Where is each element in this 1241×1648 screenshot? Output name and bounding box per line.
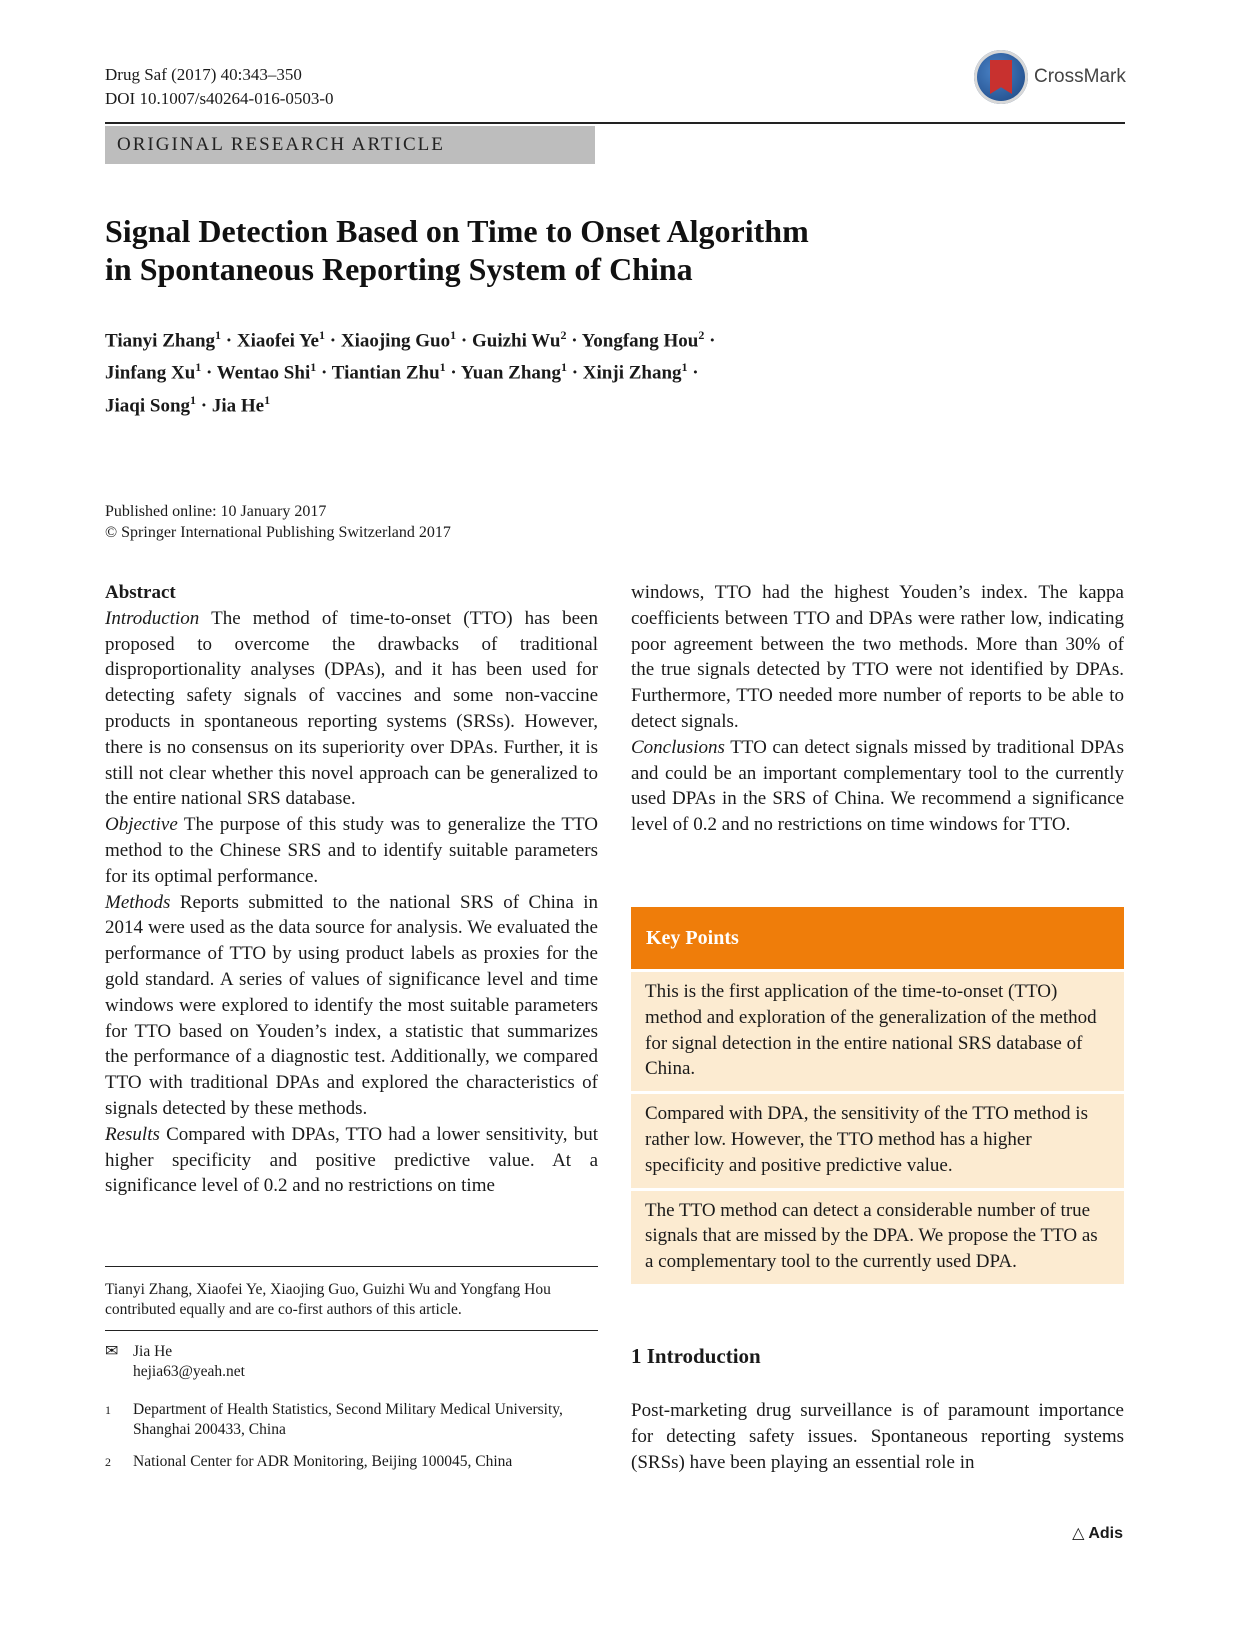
title-line-2: in Spontaneous Reporting System of China [105, 251, 693, 287]
abstract-conclusions: Conclusions TTO can detect signals missed by traditional DPAs and could be an important complementary tool to the currently used DPAs in the SRS of China. We recommend a significance level of 0.2 and no restrictions on time windows for TTO. [631, 736, 1124, 836]
publisher-logo [1072, 1523, 1123, 1543]
article-type-badge: ORIGINAL RESEARCH ARTICLE [105, 126, 595, 164]
crossmark-badge[interactable] [974, 50, 1126, 104]
crossmark-label: CrossMark [1034, 66, 1126, 87]
header-rule [105, 122, 1125, 124]
publication-info [105, 501, 451, 543]
crossmark-icon [974, 50, 1028, 104]
author-name[interactable]: Yuan Zhang [460, 362, 561, 384]
journal-citation: Drug Saf (2017) 40:343–350 [105, 65, 302, 84]
author-name[interactable]: Tiantian Zhu [331, 362, 440, 384]
abstract-results-continued: windows, TTO had the highest Youden’s index. The kappa coefficients between TTO and DPAs were rather low, indicating poor agreement between the two methods. More than 30% of the true signals detected by TTO were not identified by DPAs. Furthermore, TTO needed more number of reports to be able to detect signals. [631, 582, 1124, 732]
adis-triangle-icon: △ [1072, 1525, 1085, 1542]
abstract-right-column [631, 580, 1124, 838]
title-line-1: Signal Detection Based on Time to Onset Algorithm [105, 213, 809, 249]
copyright: © Springer International Publishing Switzerland 2017 [105, 524, 451, 541]
article-title [105, 212, 1005, 288]
abstract-introduction: Introduction The method of time-to-onset (TTO) has been proposed to overcome the drawbacks of traditional disproportionality analyses (DPAs), and it has been used for detecting safety signals of vaccines and some non-vaccine products in spontaneous reporting systems (SRSs). However, there is no consensus on its superiority over DPAs. Further, it is still not clear whether this novel approach can be generalized to the entire national SRS database. [105, 607, 598, 810]
published-date: Published online: 10 January 2017 [105, 503, 327, 520]
footnote-rule [105, 1266, 598, 1267]
key-points-heading: Key Points [631, 907, 1124, 969]
author-name[interactable]: Xiaojing Guo [340, 330, 451, 352]
affiliation-2: 2 National Center for ADR Monitoring, Beijing 100045, China [105, 1453, 513, 1470]
author-name[interactable]: Guizhi Wu [471, 330, 561, 352]
footnote-rule-2 [105, 1330, 598, 1331]
doi[interactable]: DOI 10.1007/s40264-016-0503-0 [105, 89, 334, 108]
correspondent-email[interactable]: hejia63@yeah.net [133, 1363, 245, 1380]
author-name[interactable]: Wentao Shi [216, 362, 311, 384]
publisher-name: Adis [1088, 1525, 1123, 1542]
key-point-item: This is the first application of the time-to-onset (TTO) method and exploration of the generalization of the method for signal detection in the entire national SRS database of China. [631, 969, 1124, 1091]
section-heading-introduction: 1 Introduction [631, 1344, 761, 1368]
abstract-methods: Methods Reports submitted to the national SRS of China in 2014 were used as the data source for analysis. We evaluated the performance of TTO by using product labels as proxies for the gold standard. A series of values of significance level and time windows were explored to identify the most suitable parameters for TTO based on Youden’s index, a statistic that summarizes the performance of a diagnostic test. Additionally, we compared TTO with traditional DPAs and explored the characteristics of signals detected by these methods. [105, 891, 598, 1119]
introduction-text: Post-marketing drug surveillance is of paramount importance for detecting safety issues. Spontaneous reporting systems (SRSs) have been playing an essential role in [631, 1400, 1124, 1473]
abstract-left-column [105, 580, 598, 1199]
author-name[interactable]: Jia He [211, 394, 265, 416]
author-name[interactable]: Yongfang Hou [581, 330, 699, 352]
abstract-objective: Objective The purpose of this study was to generalize the TTO method to the Chinese SRS and to identify suitable parameters for its optimal performance. [105, 814, 598, 887]
correspondence [105, 1342, 598, 1382]
envelope-icon: ✉ [105, 1343, 119, 1360]
abstract-heading: Abstract [105, 582, 176, 603]
author-name[interactable]: Jiaqi Song [105, 394, 191, 416]
author-name[interactable]: Xiaofei Ye [236, 330, 319, 352]
cofirst-note: Tianyi Zhang, Xiaofei Ye, Xiaojing Guo, Guizhi Wu and Yongfang Hou contributed equally and are co-first authors of this article. [105, 1281, 551, 1318]
key-point-item: Compared with DPA, the sensitivity of the TTO method is rather low. However, the TTO method has a higher specificity and positive predictive value. [631, 1091, 1124, 1187]
author-name[interactable]: Xinji Zhang [582, 362, 682, 384]
author-name[interactable]: Tianyi Zhang [105, 330, 216, 352]
author-list: Tianyi Zhang$^1$ · Xiaofei $Ye^1$ · Xiaojing Guo$^1$ · Guizhi $Wu^2$ · Yongfang Hou$^2$ · Jinfang $Xu^1$ · Wentao Shi$^1$ · Tiantian Zhu$^1$ · Yuan Zhang$^1$ · Xinji Zhang$^1$ · Jiaqi Song$^1$ · Jia He$^1$ [105, 328, 716, 416]
affiliation-1: 1 Department of Health Statistics, Second Military Medical University, Shanghai 200433, China [105, 1401, 563, 1438]
key-point-item: The TTO method can detect a considerable number of true signals that are missed by the DPA. We propose the TTO as a complementary tool to the currently used DPA. [631, 1188, 1124, 1284]
author-name[interactable]: Jinfang Xu [105, 362, 196, 384]
key-points-box [631, 907, 1124, 1284]
correspondent-name: Jia He [133, 1343, 173, 1360]
abstract-results: Results Compared with DPAs, TTO had a lower sensitivity, but higher specificity and positive predictive value. At a significance level of 0.2 and no restrictions on time [105, 1123, 598, 1197]
